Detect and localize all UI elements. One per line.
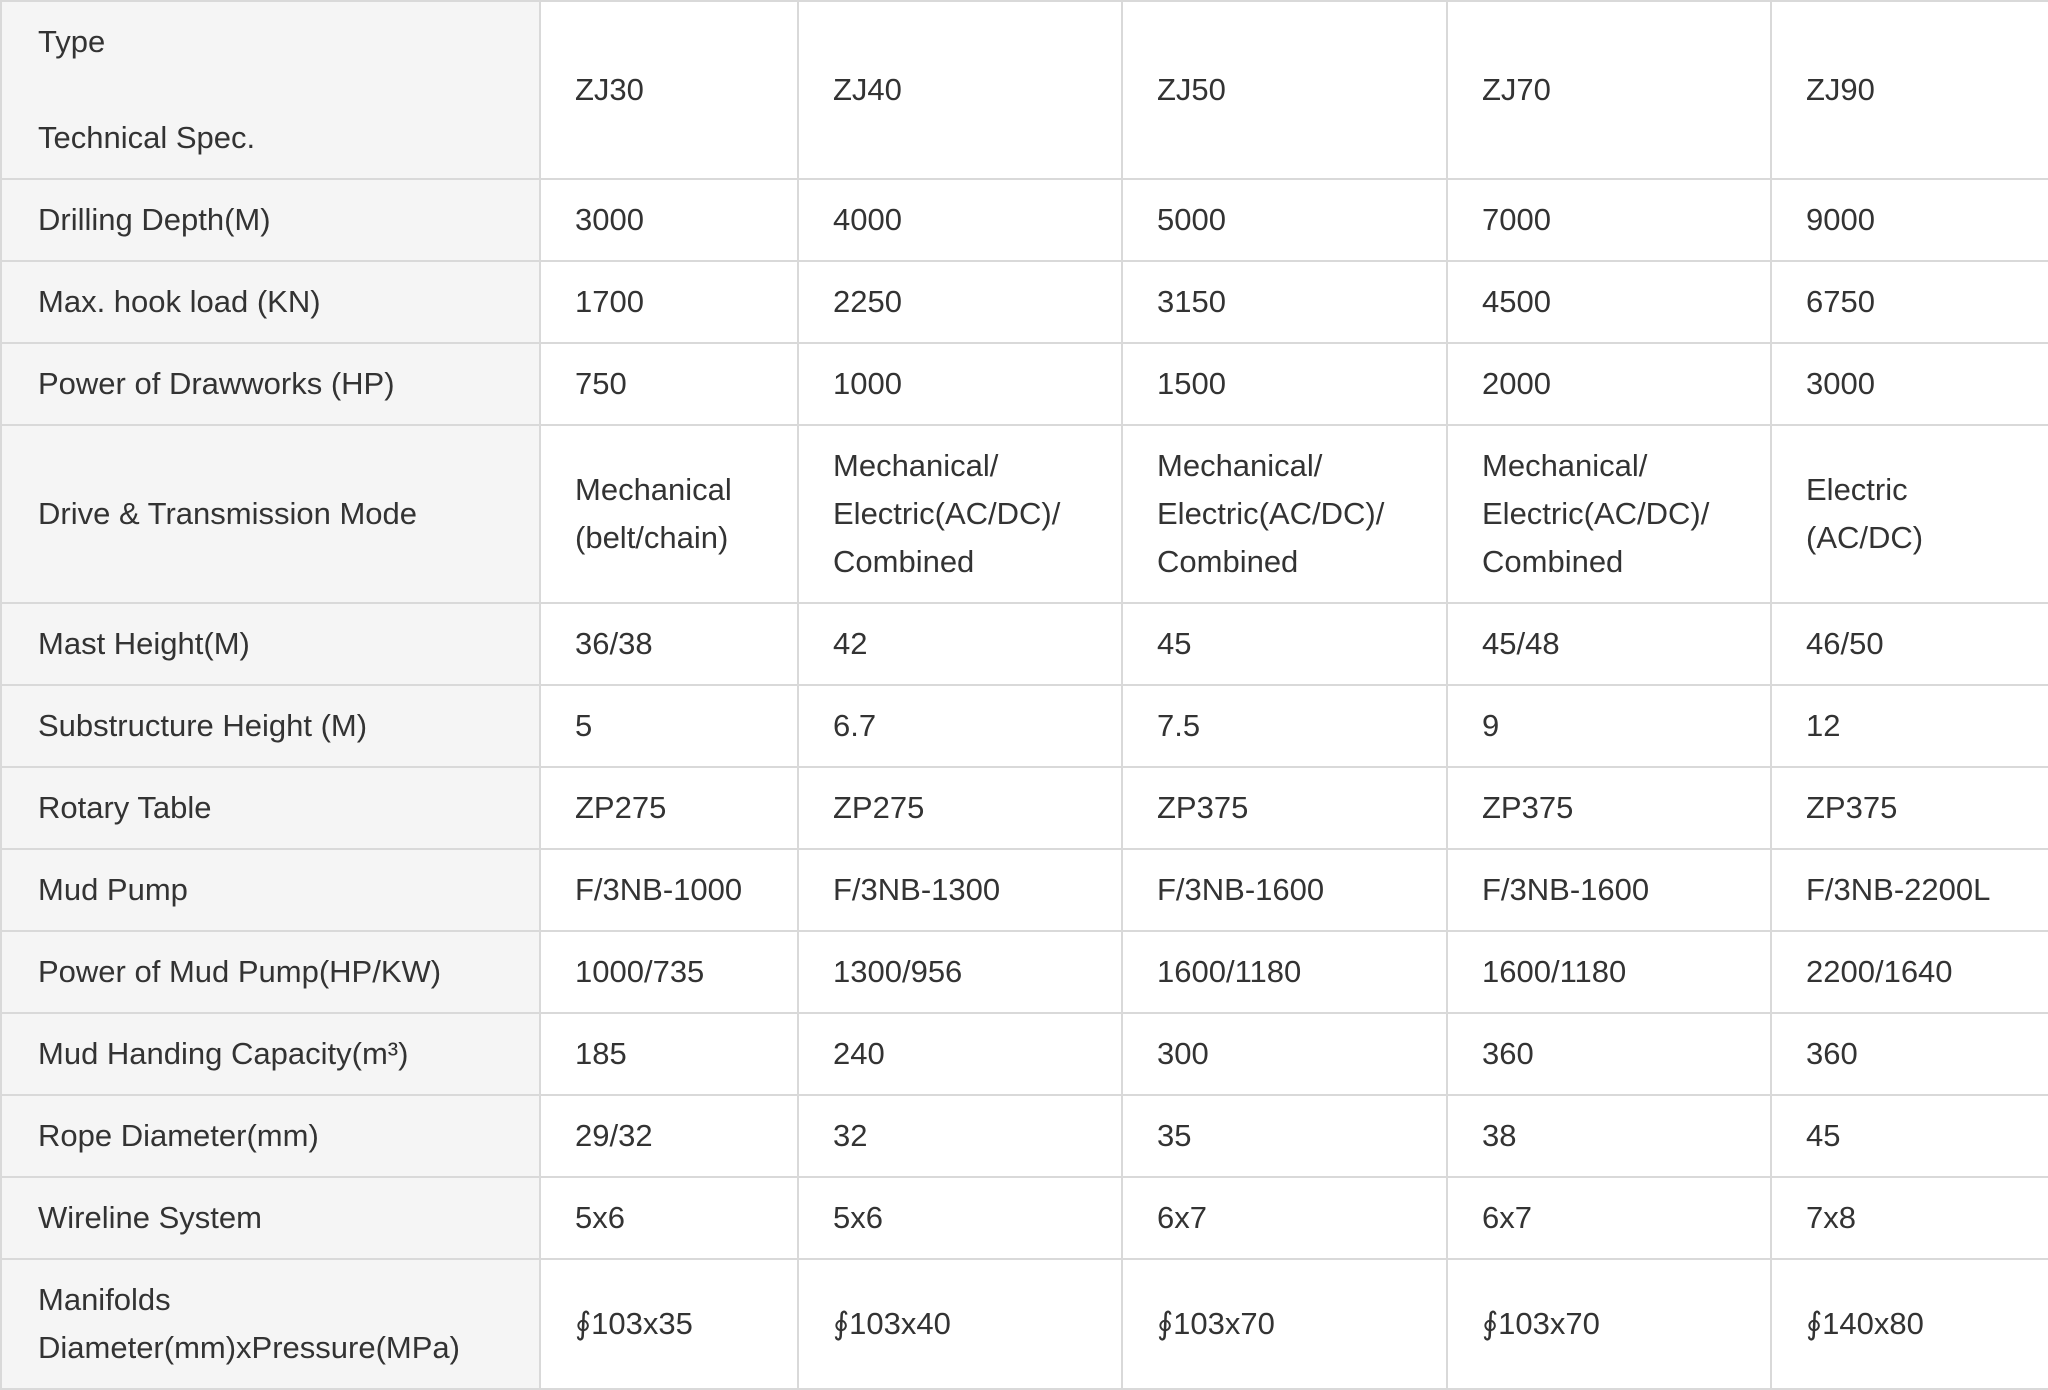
header-model-cell: ZJ70 [1447, 1, 1771, 179]
cell-line: Combined [1482, 544, 1624, 579]
header-type-label: Type [38, 24, 106, 59]
spec-value-cell: ZP375 [1771, 767, 2048, 849]
row-label: Power of Mud Pump(HP/KW) [1, 931, 540, 1013]
spec-value-cell: 5x6 [540, 1177, 798, 1259]
spec-value-cell: 1000/735 [540, 931, 798, 1013]
spec-value-cell [798, 425, 1122, 603]
spec-value-cell: 185 [540, 1013, 798, 1095]
spec-value-cell: 42 [798, 603, 1122, 685]
spec-value-cell: 6x7 [1447, 1177, 1771, 1259]
spec-value-cell: 38 [1447, 1095, 1771, 1177]
spec-value-cell: 32 [798, 1095, 1122, 1177]
spec-value-cell: ZP275 [540, 767, 798, 849]
header-corner-cell [1, 1, 540, 179]
spec-value-cell: 1300/956 [798, 931, 1122, 1013]
spec-row [1, 931, 2048, 1013]
spec-value-cell: 2200/1640 [1771, 931, 2048, 1013]
spec-value-cell: F/3NB-2200L [1771, 849, 2048, 931]
spec-value-cell [1771, 425, 2048, 603]
cell-line: Manifolds [38, 1282, 171, 1317]
cell-line: Electric(AC/DC)/ [833, 496, 1061, 531]
spec-value-cell: 4000 [798, 179, 1122, 261]
row-label: Drive & Transmission Mode [1, 425, 540, 603]
spec-value-cell: 36/38 [540, 603, 798, 685]
spec-value-cell: 1600/1180 [1447, 931, 1771, 1013]
spec-value-cell: 3000 [1771, 343, 2048, 425]
spec-value-cell: 45/48 [1447, 603, 1771, 685]
spec-row [1, 685, 2048, 767]
cell-line: Combined [833, 544, 975, 579]
spec-row [1, 1095, 2048, 1177]
spec-value-cell: F/3NB-1000 [540, 849, 798, 931]
spec-value-cell: F/3NB-1600 [1447, 849, 1771, 931]
spec-value-cell: 7.5 [1122, 685, 1447, 767]
spec-value-cell: ZP375 [1122, 767, 1447, 849]
spec-value-cell: 2250 [798, 261, 1122, 343]
spec-value-cell: 3000 [540, 179, 798, 261]
spec-value-cell: 750 [540, 343, 798, 425]
header-model-cell: ZJ50 [1122, 1, 1447, 179]
row-label: Power of Drawworks (HP) [1, 343, 540, 425]
spec-value-cell: 46/50 [1771, 603, 2048, 685]
spec-value-cell: 35 [1122, 1095, 1447, 1177]
spec-value-cell: 29/32 [540, 1095, 798, 1177]
spec-row [1, 425, 2048, 603]
header-tech-spec-label: Technical Spec. [38, 120, 256, 155]
spec-value-cell: 9 [1447, 685, 1771, 767]
spec-value-cell: ∮103x40 [798, 1259, 1122, 1389]
header-model-cell: ZJ90 [1771, 1, 2048, 179]
header-model-cell: ZJ40 [798, 1, 1122, 179]
cell-line: (AC/DC) [1806, 520, 1924, 555]
spec-value-cell: 1600/1180 [1122, 931, 1447, 1013]
row-label: Rotary Table [1, 767, 540, 849]
spec-value-cell: 12 [1771, 685, 2048, 767]
spec-value-cell: 7000 [1447, 179, 1771, 261]
spec-row [1, 1177, 2048, 1259]
row-label: Mud Handing Capacity(m³) [1, 1013, 540, 1095]
spec-value-cell: 3150 [1122, 261, 1447, 343]
row-label: Max. hook load (KN) [1, 261, 540, 343]
spec-value-cell: 6750 [1771, 261, 2048, 343]
spec-value-cell: ZP375 [1447, 767, 1771, 849]
cell-line: Mechanical/ [833, 448, 999, 483]
cell-line: Diameter(mm)xPressure(MPa) [38, 1330, 460, 1365]
header-row [1, 1, 2048, 179]
spec-value-cell: 5x6 [798, 1177, 1122, 1259]
spec-value-cell: F/3NB-1600 [1122, 849, 1447, 931]
cell-line: Mechanical/ [1482, 448, 1648, 483]
spec-value-cell [1122, 425, 1447, 603]
spec-value-cell: 360 [1771, 1013, 2048, 1095]
spec-value-cell [1447, 425, 1771, 603]
spec-value-cell: 1500 [1122, 343, 1447, 425]
spec-value-cell: 360 [1447, 1013, 1771, 1095]
row-label: Rope Diameter(mm) [1, 1095, 540, 1177]
row-label: Drilling Depth(M) [1, 179, 540, 261]
cell-line: Combined [1157, 544, 1299, 579]
spec-row [1, 343, 2048, 425]
spec-value-cell [540, 425, 798, 603]
cell-line: Electric(AC/DC)/ [1482, 496, 1710, 531]
spec-row [1, 767, 2048, 849]
spec-row [1, 261, 2048, 343]
spec-value-cell: 45 [1122, 603, 1447, 685]
spec-value-cell: 1000 [798, 343, 1122, 425]
spec-value-cell: 5000 [1122, 179, 1447, 261]
spec-row [1, 1013, 2048, 1095]
spec-value-cell: 5 [540, 685, 798, 767]
spec-value-cell: ∮103x70 [1122, 1259, 1447, 1389]
cell-line: (belt/chain) [575, 520, 729, 555]
row-label: Substructure Height (M) [1, 685, 540, 767]
spec-row [1, 849, 2048, 931]
spec-value-cell: 240 [798, 1013, 1122, 1095]
spec-row [1, 179, 2048, 261]
header-model-cell: ZJ30 [540, 1, 798, 179]
spec-value-cell: 6.7 [798, 685, 1122, 767]
spec-value-cell: ∮103x35 [540, 1259, 798, 1389]
spec-value-cell: ZP275 [798, 767, 1122, 849]
spec-value-cell: ∮140x80 [1771, 1259, 2048, 1389]
spec-value-cell: 300 [1122, 1013, 1447, 1095]
spec-value-cell: ∮103x70 [1447, 1259, 1771, 1389]
spec-row [1, 603, 2048, 685]
spec-row [1, 1259, 2048, 1389]
spec-value-cell: 9000 [1771, 179, 2048, 261]
row-label: Mud Pump [1, 849, 540, 931]
spec-value-cell: 4500 [1447, 261, 1771, 343]
cell-line: Electric(AC/DC)/ [1157, 496, 1385, 531]
cell-line: Electric [1806, 472, 1908, 507]
spec-value-cell: 7x8 [1771, 1177, 2048, 1259]
spec-value-cell: F/3NB-1300 [798, 849, 1122, 931]
spec-value-cell: 45 [1771, 1095, 2048, 1177]
spec-value-cell: 1700 [540, 261, 798, 343]
spec-value-cell: 2000 [1447, 343, 1771, 425]
cell-line: Mechanical [575, 472, 732, 507]
spec-value-cell: 6x7 [1122, 1177, 1447, 1259]
row-label: Wireline System [1, 1177, 540, 1259]
cell-line: Mechanical/ [1157, 448, 1323, 483]
row-label: Mast Height(M) [1, 603, 540, 685]
spec-table-body [1, 1, 2048, 1389]
row-label [1, 1259, 540, 1389]
